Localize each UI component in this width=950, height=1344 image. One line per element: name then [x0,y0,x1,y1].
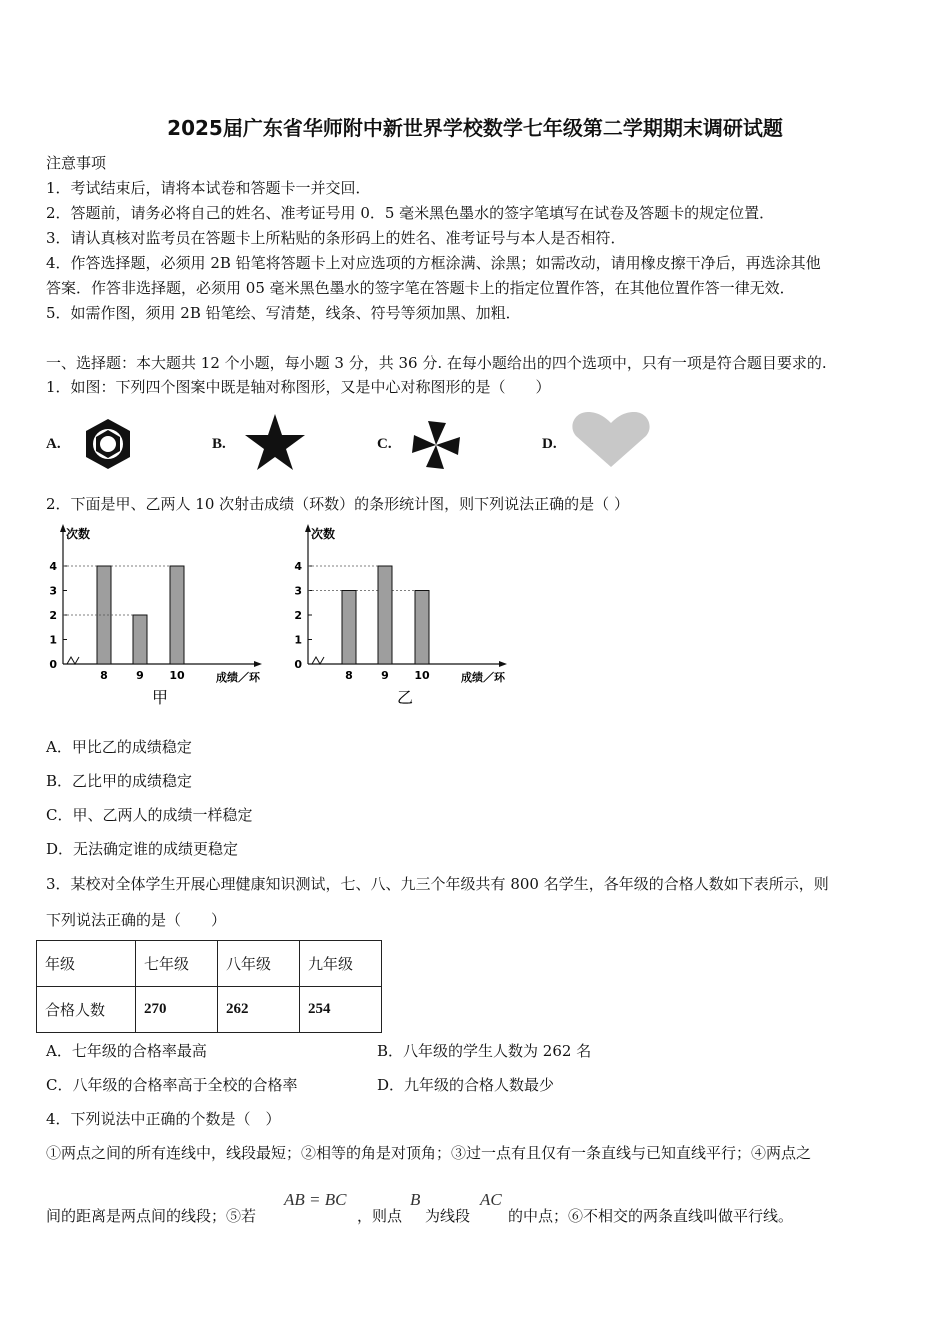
q3-table [36,940,382,1033]
q4-math-b: B [410,1190,421,1209]
q2-option-a: A．甲比乙的成绩稳定 [46,738,192,756]
table-row [37,987,382,1033]
y-tick-label: 3 [49,584,57,598]
y-tick-label: 4 [294,560,302,573]
axis-break [312,657,324,664]
notice-item-4: 4．作答选择题，必须用 2B 铅笔将答题卡上对应选项的方框涂满、涂黑；如需改动，请用橡皮擦干净后，再选涂其他 [46,254,821,272]
bar-8 [342,591,356,665]
q4-stem: 4．下列说法中正确的个数是（ ） [46,1110,281,1128]
chart-title: 乙 [396,688,414,707]
notice-item-4-cont: 答案．作答非选择题，必须用 05 毫米黑色墨水的签字笔在答题卡上的指定位置作答，在其他位置作答一律无效． [46,279,795,297]
bar-9 [378,566,392,664]
x-tick-label: 9 [136,669,144,682]
hexagon-ring-icon [78,416,138,472]
chart-title: 甲 [151,688,169,707]
table-cell: 254 [300,987,382,1033]
q4-line2-part1: 间的距离是两点间的线段；⑤若 [46,1207,257,1225]
q3-option-a: A．七年级的合格率最高 [46,1042,207,1060]
x-tick-label: 9 [381,669,389,682]
q4-math-ac: AC [480,1190,502,1209]
x-tick-label: 8 [345,669,353,682]
x-axis-label: 成绩／环 [461,671,505,684]
notice-item-1: 1．考试结束后，请将本试卷和答题卡一并交回． [46,179,371,197]
pinwheel-icon [407,418,465,472]
q3-option-b: B．八年级的学生人数为 262 名 [377,1042,592,1060]
x-tick-label: 8 [100,669,108,682]
x-tick-label: 10 [414,669,430,682]
x-axis-arrow [254,661,262,667]
table-header-cell: 八年级 [218,941,300,987]
q1-stem: 1．如图：下列四个图案中既是轴对称图形，又是中心对称图形的是（ ） [46,378,551,396]
q3-option-d: D．九年级的合格人数最少 [377,1076,555,1094]
y-tick-label: 0 [49,658,57,671]
bar-9 [133,615,147,664]
q2-stem: 2．下面是甲、乙两人 10 次射击成绩（环数）的条形统计图，则下列说法正确的是（ ） [46,495,629,513]
section-heading: 一、选择题：本大题共 12 个小题，每小题 3 分，共 36 分. 在每小题给出的四个选项中，只有一项是符合题目要求的. [46,354,827,372]
q3-stem-line2: 下列说法正确的是（ ） [46,911,227,929]
y-axis-label: 次数 [66,527,91,541]
y-axis-label: 次数 [311,527,336,541]
bar-10 [415,591,429,665]
q4-math-ab-bc: AB = BC [284,1190,347,1209]
table-cell: 262 [218,987,300,1033]
table-header-cell: 七年级 [136,941,218,987]
q4-line2-part3: 为线段 [425,1207,471,1225]
table-header-cell: 年级 [37,941,136,987]
y-tick-label: 2 [49,609,57,622]
notice-item-3: 3．请认真核对监考员在答题卡上所粘贴的条形码上的姓名、准考证号与本人是否相符． [46,229,626,247]
table-row-label: 合格人数 [37,987,136,1033]
q1-option-a-label: A. [46,436,61,452]
q4-line2-part4: 的中点；⑥不相交的两条直线叫做平行线。 [508,1207,794,1225]
y-tick-label: 3 [294,584,302,598]
table-row [37,941,382,987]
page-title: 2025届广东省华师附中新世界学校数学七年级第二学期期末调研试题 [167,116,783,140]
y-tick-label: 1 [294,633,302,647]
q4-line1: ①两点之间的所有连线中，线段最短；②相等的角是对顶角；③过一点有且仅有一条直线与已知直线平行；④两点之 [46,1144,812,1162]
notice-heading: 注意事项 [46,154,107,172]
q2-option-b: B．乙比甲的成绩稳定 [46,772,193,790]
axis-break [67,657,79,664]
q2-option-d: D．无法确定谁的成绩更稳定 [46,840,239,858]
q2-option-c: C．甲、乙两人的成绩一样稳定 [46,806,253,824]
chart-jia [40,520,290,710]
y-tick-label: 4 [49,560,57,573]
bar-10 [170,566,184,664]
x-tick-label: 10 [169,669,185,682]
q4-line2-part2: ，则点 [357,1207,403,1225]
x-axis-arrow [499,661,507,667]
q3-stem-line1: 3．某校对全体学生开展心理健康知识测试，七、八、九三个年级共有 800 名学生，各年级的合格人数如下表所示，则 [46,875,829,893]
heart-icon [570,410,652,470]
notice-item-5: 5．如需作图，须用 2B 铅笔绘、写清楚，线条、符号等须加黑、加粗． [46,304,521,322]
q1-option-c-label: C. [377,436,392,452]
table-header-cell: 九年级 [300,941,382,987]
chart-yi [285,520,535,710]
y-tick-label: 0 [294,658,302,671]
table-cell: 270 [136,987,218,1033]
q3-option-c: C．八年级的合格率高于全校的合格率 [46,1076,298,1094]
y-tick-label: 1 [49,633,57,647]
q1-option-d-label: D. [542,436,557,452]
notice-item-2: 2．答题前，请务必将自己的姓名、准考证号用 0．5 毫米黑色墨水的签字笔填写在试卷及答题卡的规定位置． [46,204,775,222]
y-tick-label: 2 [294,609,302,622]
x-axis-label: 成绩／环 [216,671,260,684]
star-icon [242,412,308,472]
q1-option-b-label: B. [212,436,226,452]
